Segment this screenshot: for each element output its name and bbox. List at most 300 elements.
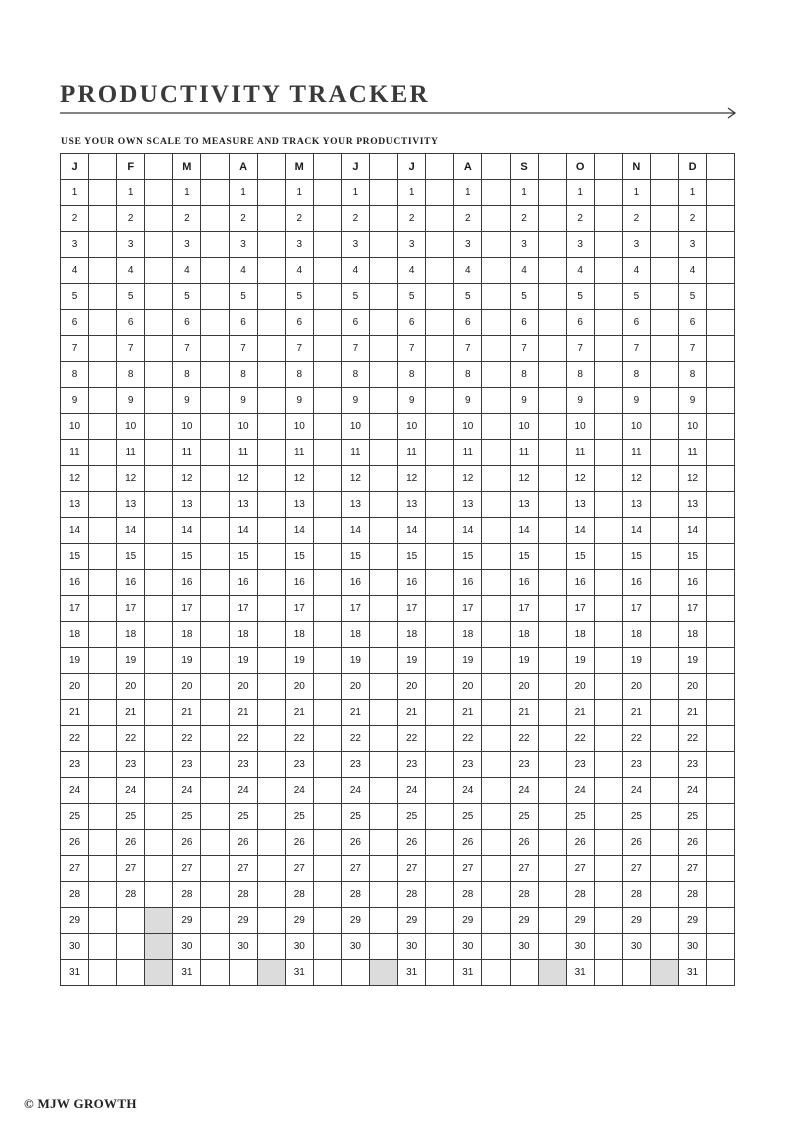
tracking-cell[interactable]: [538, 830, 566, 856]
tracking-cell[interactable]: [313, 622, 341, 648]
tracking-cell[interactable]: [257, 778, 285, 804]
tracking-cell[interactable]: [369, 336, 397, 362]
tracking-cell[interactable]: [538, 440, 566, 466]
tracking-cell[interactable]: [538, 778, 566, 804]
tracking-cell[interactable]: [538, 908, 566, 934]
tracking-cell[interactable]: [538, 622, 566, 648]
tracking-cell[interactable]: [201, 544, 229, 570]
tracking-cell[interactable]: [89, 414, 117, 440]
tracking-cell[interactable]: [538, 648, 566, 674]
tracking-cell[interactable]: [707, 752, 735, 778]
tracking-cell[interactable]: [257, 388, 285, 414]
tracking-cell[interactable]: [257, 674, 285, 700]
tracking-cell[interactable]: [594, 648, 622, 674]
tracking-cell[interactable]: [426, 908, 454, 934]
tracking-cell[interactable]: [426, 180, 454, 206]
tracking-cell[interactable]: [538, 518, 566, 544]
tracking-cell[interactable]: [313, 570, 341, 596]
tracking-cell[interactable]: [369, 908, 397, 934]
tracking-cell[interactable]: [707, 388, 735, 414]
tracking-cell[interactable]: [313, 440, 341, 466]
tracking-cell[interactable]: [650, 544, 678, 570]
tracking-cell[interactable]: [482, 362, 510, 388]
tracking-cell[interactable]: [707, 648, 735, 674]
tracking-cell[interactable]: [707, 908, 735, 934]
tracking-cell[interactable]: [257, 882, 285, 908]
tracking-cell[interactable]: [257, 232, 285, 258]
tracking-cell[interactable]: [369, 440, 397, 466]
tracking-cell[interactable]: [538, 596, 566, 622]
tracking-cell[interactable]: [201, 336, 229, 362]
tracking-cell[interactable]: [145, 180, 173, 206]
tracking-cell[interactable]: [707, 336, 735, 362]
tracking-cell[interactable]: [145, 570, 173, 596]
tracking-cell[interactable]: [426, 518, 454, 544]
tracking-cell[interactable]: [89, 648, 117, 674]
tracking-cell[interactable]: [313, 544, 341, 570]
tracking-cell[interactable]: [145, 362, 173, 388]
tracking-cell[interactable]: [707, 180, 735, 206]
tracking-cell[interactable]: [313, 778, 341, 804]
tracking-cell[interactable]: [482, 570, 510, 596]
tracking-cell[interactable]: [313, 466, 341, 492]
tracking-cell[interactable]: [313, 726, 341, 752]
tracking-cell[interactable]: [650, 882, 678, 908]
tracking-cell[interactable]: [538, 310, 566, 336]
tracking-cell[interactable]: [201, 674, 229, 700]
tracking-cell[interactable]: [594, 622, 622, 648]
tracking-cell[interactable]: [594, 934, 622, 960]
tracking-cell[interactable]: [145, 752, 173, 778]
tracking-cell[interactable]: [201, 752, 229, 778]
tracking-cell[interactable]: [89, 310, 117, 336]
tracking-cell[interactable]: [482, 674, 510, 700]
tracking-cell[interactable]: [482, 336, 510, 362]
tracking-cell[interactable]: [369, 596, 397, 622]
tracking-cell[interactable]: [426, 804, 454, 830]
tracking-cell[interactable]: [707, 414, 735, 440]
tracking-cell[interactable]: [257, 752, 285, 778]
tracking-cell[interactable]: [650, 518, 678, 544]
tracking-cell[interactable]: [257, 466, 285, 492]
tracking-cell[interactable]: [369, 284, 397, 310]
tracking-cell[interactable]: [594, 544, 622, 570]
tracking-cell[interactable]: [201, 882, 229, 908]
tracking-cell[interactable]: [201, 830, 229, 856]
tracking-cell[interactable]: [369, 752, 397, 778]
tracking-cell[interactable]: [426, 492, 454, 518]
tracking-cell[interactable]: [89, 804, 117, 830]
tracking-cell[interactable]: [145, 622, 173, 648]
tracking-cell[interactable]: [482, 882, 510, 908]
tracking-cell[interactable]: [426, 466, 454, 492]
tracking-cell[interactable]: [313, 960, 341, 986]
tracking-cell[interactable]: [257, 804, 285, 830]
tracking-cell[interactable]: [426, 648, 454, 674]
tracking-cell[interactable]: [707, 726, 735, 752]
tracking-cell[interactable]: [369, 882, 397, 908]
tracking-cell[interactable]: [538, 180, 566, 206]
tracking-cell[interactable]: [89, 180, 117, 206]
tracking-cell[interactable]: [482, 232, 510, 258]
tracking-cell[interactable]: [538, 466, 566, 492]
tracking-cell[interactable]: [369, 258, 397, 284]
tracking-cell[interactable]: [650, 388, 678, 414]
tracking-cell[interactable]: [89, 726, 117, 752]
tracking-cell[interactable]: [426, 622, 454, 648]
tracking-cell[interactable]: [707, 492, 735, 518]
tracking-cell[interactable]: [594, 414, 622, 440]
tracking-cell[interactable]: [369, 414, 397, 440]
tracking-cell[interactable]: [594, 258, 622, 284]
tracking-cell[interactable]: [369, 674, 397, 700]
tracking-cell[interactable]: [650, 648, 678, 674]
tracking-cell[interactable]: [145, 388, 173, 414]
tracking-cell[interactable]: [89, 908, 117, 934]
tracking-cell[interactable]: [650, 674, 678, 700]
tracking-cell[interactable]: [594, 830, 622, 856]
tracking-cell[interactable]: [89, 362, 117, 388]
tracking-cell[interactable]: [650, 726, 678, 752]
tracking-cell[interactable]: [707, 440, 735, 466]
tracking-cell[interactable]: [201, 362, 229, 388]
tracking-cell[interactable]: [313, 596, 341, 622]
tracking-cell[interactable]: [201, 596, 229, 622]
tracking-cell[interactable]: [594, 570, 622, 596]
tracking-cell[interactable]: [89, 518, 117, 544]
tracking-cell[interactable]: [313, 752, 341, 778]
tracking-cell[interactable]: [707, 934, 735, 960]
tracking-cell[interactable]: [650, 466, 678, 492]
tracking-cell[interactable]: [257, 622, 285, 648]
tracking-cell[interactable]: [650, 830, 678, 856]
tracking-cell[interactable]: [369, 648, 397, 674]
tracking-cell[interactable]: [369, 544, 397, 570]
tracking-cell[interactable]: [257, 700, 285, 726]
tracking-cell[interactable]: [594, 310, 622, 336]
tracking-cell[interactable]: [650, 596, 678, 622]
tracking-cell[interactable]: [538, 674, 566, 700]
tracking-cell[interactable]: [650, 258, 678, 284]
tracking-cell[interactable]: [369, 388, 397, 414]
tracking-cell[interactable]: [257, 180, 285, 206]
tracking-cell[interactable]: [89, 570, 117, 596]
tracking-cell[interactable]: [482, 856, 510, 882]
tracking-cell[interactable]: [201, 466, 229, 492]
tracking-cell[interactable]: [145, 648, 173, 674]
tracking-cell[interactable]: [707, 960, 735, 986]
tracking-cell[interactable]: [313, 232, 341, 258]
tracking-cell[interactable]: [707, 232, 735, 258]
tracking-cell[interactable]: [594, 804, 622, 830]
tracking-cell[interactable]: [313, 492, 341, 518]
tracking-cell[interactable]: [482, 934, 510, 960]
tracking-cell[interactable]: [426, 388, 454, 414]
tracking-cell[interactable]: [538, 362, 566, 388]
tracking-cell[interactable]: [145, 700, 173, 726]
tracking-cell[interactable]: [538, 570, 566, 596]
tracking-cell[interactable]: [482, 206, 510, 232]
tracking-cell[interactable]: [650, 180, 678, 206]
tracking-cell[interactable]: [538, 414, 566, 440]
tracking-cell[interactable]: [145, 206, 173, 232]
tracking-cell[interactable]: [257, 440, 285, 466]
tracking-cell[interactable]: [707, 674, 735, 700]
tracking-cell[interactable]: [257, 336, 285, 362]
tracking-cell[interactable]: [257, 310, 285, 336]
tracking-cell[interactable]: [594, 908, 622, 934]
tracking-cell[interactable]: [482, 752, 510, 778]
tracking-cell[interactable]: [145, 232, 173, 258]
tracking-cell[interactable]: [145, 518, 173, 544]
tracking-cell[interactable]: [201, 310, 229, 336]
tracking-cell[interactable]: [313, 830, 341, 856]
tracking-cell[interactable]: [426, 778, 454, 804]
tracking-cell[interactable]: [257, 648, 285, 674]
tracking-cell[interactable]: [201, 180, 229, 206]
tracking-cell[interactable]: [650, 778, 678, 804]
tracking-cell[interactable]: [482, 492, 510, 518]
tracking-cell[interactable]: [145, 492, 173, 518]
tracking-cell[interactable]: [426, 206, 454, 232]
tracking-cell[interactable]: [538, 388, 566, 414]
tracking-cell[interactable]: [89, 336, 117, 362]
tracking-cell[interactable]: [145, 856, 173, 882]
tracking-cell[interactable]: [426, 700, 454, 726]
tracking-cell[interactable]: [145, 466, 173, 492]
tracking-cell[interactable]: [145, 882, 173, 908]
tracking-cell[interactable]: [145, 726, 173, 752]
tracking-cell[interactable]: [482, 960, 510, 986]
tracking-cell[interactable]: [426, 752, 454, 778]
tracking-cell[interactable]: [426, 674, 454, 700]
tracking-cell[interactable]: [482, 804, 510, 830]
tracking-cell[interactable]: [369, 830, 397, 856]
tracking-cell[interactable]: [89, 232, 117, 258]
tracking-cell[interactable]: [369, 362, 397, 388]
tracking-cell[interactable]: [650, 336, 678, 362]
tracking-cell[interactable]: [594, 856, 622, 882]
tracking-cell[interactable]: [538, 492, 566, 518]
tracking-cell[interactable]: [426, 232, 454, 258]
tracking-cell[interactable]: [426, 310, 454, 336]
tracking-cell[interactable]: [201, 908, 229, 934]
tracking-cell[interactable]: [594, 440, 622, 466]
tracking-cell[interactable]: [707, 596, 735, 622]
tracking-cell[interactable]: [650, 310, 678, 336]
tracking-cell[interactable]: [313, 388, 341, 414]
tracking-cell[interactable]: [426, 726, 454, 752]
tracking-cell[interactable]: [426, 830, 454, 856]
tracking-cell[interactable]: [594, 882, 622, 908]
tracking-cell[interactable]: [594, 518, 622, 544]
tracking-cell[interactable]: [482, 648, 510, 674]
tracking-cell[interactable]: [426, 258, 454, 284]
tracking-cell[interactable]: [201, 492, 229, 518]
tracking-cell[interactable]: [650, 284, 678, 310]
tracking-cell[interactable]: [89, 778, 117, 804]
tracking-cell[interactable]: [369, 232, 397, 258]
tracking-cell[interactable]: [257, 492, 285, 518]
tracking-cell[interactable]: [313, 414, 341, 440]
tracking-cell[interactable]: [201, 414, 229, 440]
tracking-cell[interactable]: [650, 804, 678, 830]
tracking-cell[interactable]: [257, 908, 285, 934]
tracking-cell[interactable]: [594, 700, 622, 726]
tracking-cell[interactable]: [482, 258, 510, 284]
tracking-cell[interactable]: [426, 882, 454, 908]
tracking-cell[interactable]: [201, 232, 229, 258]
tracking-cell[interactable]: [594, 960, 622, 986]
tracking-cell[interactable]: [257, 206, 285, 232]
tracking-cell[interactable]: [426, 414, 454, 440]
tracking-cell[interactable]: [89, 674, 117, 700]
tracking-cell[interactable]: [482, 466, 510, 492]
tracking-cell[interactable]: [650, 414, 678, 440]
tracking-cell[interactable]: [201, 258, 229, 284]
tracking-cell[interactable]: [145, 336, 173, 362]
tracking-cell[interactable]: [313, 258, 341, 284]
tracking-cell[interactable]: [313, 180, 341, 206]
tracking-cell[interactable]: [313, 856, 341, 882]
tracking-cell[interactable]: [257, 830, 285, 856]
tracking-cell[interactable]: [145, 258, 173, 284]
tracking-cell[interactable]: [426, 570, 454, 596]
tracking-cell[interactable]: [538, 258, 566, 284]
tracking-cell[interactable]: [707, 206, 735, 232]
tracking-cell[interactable]: [707, 310, 735, 336]
tracking-cell[interactable]: [482, 544, 510, 570]
tracking-cell[interactable]: [426, 544, 454, 570]
tracking-cell[interactable]: [707, 700, 735, 726]
tracking-cell[interactable]: [145, 596, 173, 622]
tracking-cell[interactable]: [650, 622, 678, 648]
tracking-cell[interactable]: [89, 856, 117, 882]
tracking-cell[interactable]: [426, 596, 454, 622]
tracking-cell[interactable]: [89, 388, 117, 414]
tracking-cell[interactable]: [145, 440, 173, 466]
tracking-cell[interactable]: [257, 544, 285, 570]
tracking-cell[interactable]: [257, 362, 285, 388]
tracking-cell[interactable]: [89, 544, 117, 570]
tracking-cell[interactable]: [145, 674, 173, 700]
tracking-cell[interactable]: [201, 648, 229, 674]
tracking-cell[interactable]: [707, 466, 735, 492]
tracking-cell[interactable]: [482, 414, 510, 440]
tracking-cell[interactable]: [145, 544, 173, 570]
tracking-cell[interactable]: [594, 466, 622, 492]
tracking-cell[interactable]: [707, 518, 735, 544]
tracking-cell[interactable]: [707, 258, 735, 284]
tracking-cell[interactable]: [426, 856, 454, 882]
tracking-cell[interactable]: [313, 674, 341, 700]
tracking-cell[interactable]: [650, 570, 678, 596]
tracking-cell[interactable]: [426, 934, 454, 960]
tracking-cell[interactable]: [89, 206, 117, 232]
tracking-cell[interactable]: [707, 570, 735, 596]
tracking-cell[interactable]: [594, 778, 622, 804]
tracking-cell[interactable]: [89, 492, 117, 518]
tracking-cell[interactable]: [369, 180, 397, 206]
tracking-cell[interactable]: [369, 518, 397, 544]
tracking-cell[interactable]: [89, 960, 117, 986]
tracking-cell[interactable]: [594, 232, 622, 258]
tracking-cell[interactable]: [650, 440, 678, 466]
tracking-cell[interactable]: [482, 622, 510, 648]
tracking-cell[interactable]: [538, 336, 566, 362]
tracking-cell[interactable]: [650, 206, 678, 232]
tracking-cell[interactable]: [482, 830, 510, 856]
tracking-cell[interactable]: [482, 284, 510, 310]
tracking-cell[interactable]: [369, 310, 397, 336]
tracking-cell[interactable]: [313, 284, 341, 310]
tracking-cell[interactable]: [482, 596, 510, 622]
tracking-cell[interactable]: [594, 596, 622, 622]
tracking-cell[interactable]: [89, 752, 117, 778]
tracking-cell[interactable]: [650, 908, 678, 934]
tracking-cell[interactable]: [89, 622, 117, 648]
tracking-cell[interactable]: [538, 544, 566, 570]
tracking-cell[interactable]: [707, 830, 735, 856]
tracking-cell[interactable]: [369, 804, 397, 830]
tracking-cell[interactable]: [482, 310, 510, 336]
tracking-cell[interactable]: [707, 778, 735, 804]
tracking-cell[interactable]: [89, 440, 117, 466]
tracking-cell[interactable]: [707, 284, 735, 310]
tracking-cell[interactable]: [89, 934, 117, 960]
tracking-cell[interactable]: [538, 882, 566, 908]
tracking-cell[interactable]: [707, 856, 735, 882]
tracking-cell[interactable]: [594, 674, 622, 700]
tracking-cell[interactable]: [201, 518, 229, 544]
tracking-cell[interactable]: [145, 778, 173, 804]
tracking-cell[interactable]: [201, 388, 229, 414]
tracking-cell[interactable]: [145, 804, 173, 830]
tracking-cell[interactable]: [650, 934, 678, 960]
tracking-cell[interactable]: [145, 284, 173, 310]
tracking-cell[interactable]: [201, 934, 229, 960]
tracking-cell[interactable]: [257, 414, 285, 440]
tracking-cell[interactable]: [89, 882, 117, 908]
tracking-cell[interactable]: [369, 206, 397, 232]
tracking-cell[interactable]: [707, 544, 735, 570]
tracking-cell[interactable]: [201, 622, 229, 648]
tracking-cell[interactable]: [257, 726, 285, 752]
tracking-cell[interactable]: [538, 752, 566, 778]
tracking-cell[interactable]: [426, 284, 454, 310]
tracking-cell[interactable]: [257, 856, 285, 882]
tracking-cell[interactable]: [145, 310, 173, 336]
tracking-cell[interactable]: [369, 570, 397, 596]
tracking-cell[interactable]: [313, 336, 341, 362]
tracking-cell[interactable]: [594, 206, 622, 232]
tracking-cell[interactable]: [538, 804, 566, 830]
tracking-cell[interactable]: [89, 284, 117, 310]
tracking-cell[interactable]: [426, 362, 454, 388]
tracking-cell[interactable]: [257, 570, 285, 596]
tracking-cell[interactable]: [650, 362, 678, 388]
tracking-cell[interactable]: [89, 596, 117, 622]
tracking-cell[interactable]: [313, 700, 341, 726]
tracking-cell[interactable]: [594, 284, 622, 310]
tracking-cell[interactable]: [426, 336, 454, 362]
tracking-cell[interactable]: [257, 934, 285, 960]
tracking-cell[interactable]: [313, 908, 341, 934]
tracking-cell[interactable]: [594, 752, 622, 778]
tracking-cell[interactable]: [145, 414, 173, 440]
tracking-cell[interactable]: [201, 700, 229, 726]
tracking-cell[interactable]: [313, 362, 341, 388]
